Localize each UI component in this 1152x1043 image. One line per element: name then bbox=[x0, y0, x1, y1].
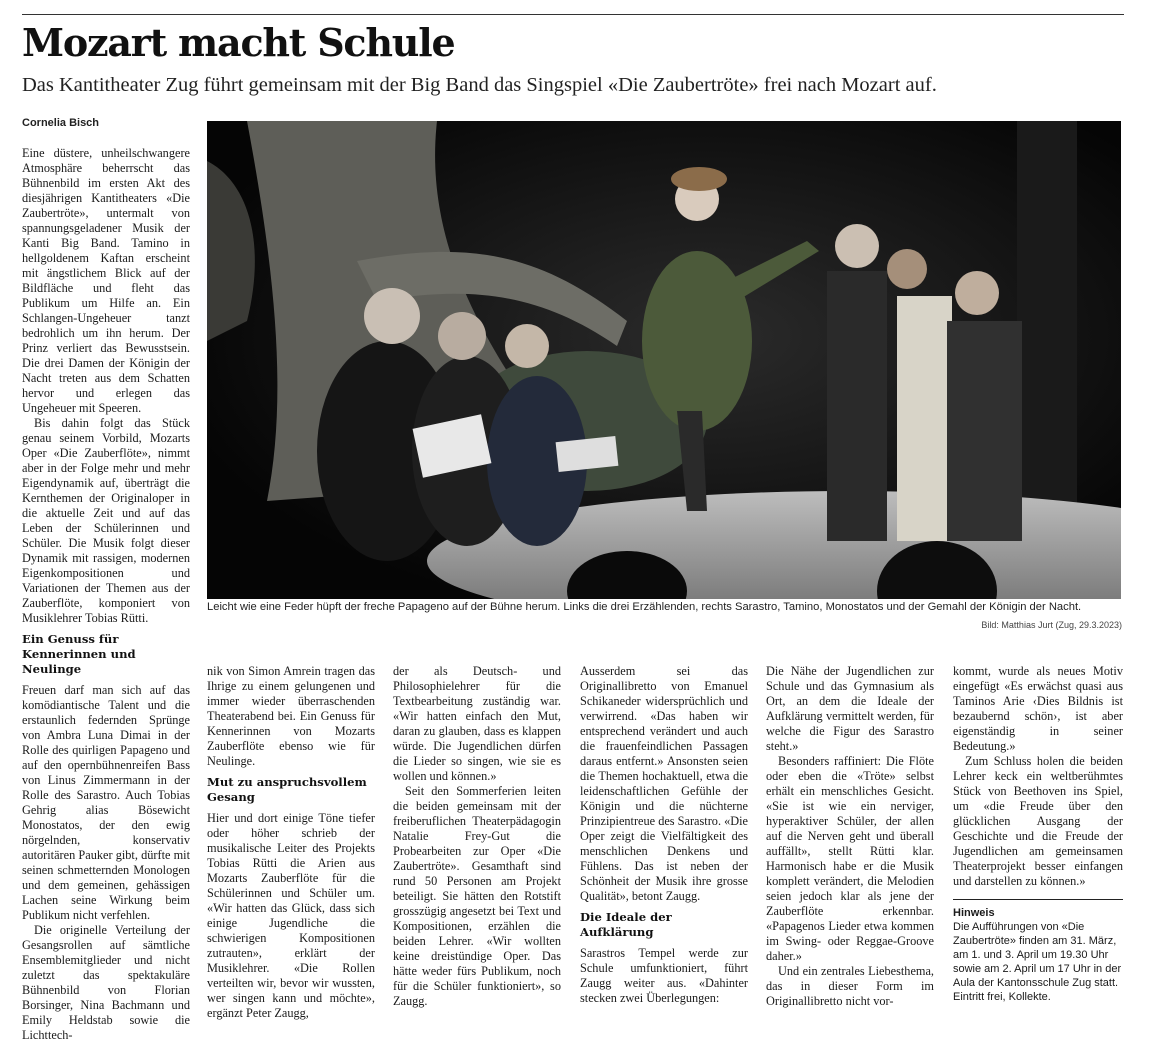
subheading: Die Ideale der Aufklärung bbox=[580, 910, 672, 939]
column-4 bbox=[580, 664, 748, 1006]
subheading: Ein Genuss für Kennerinnen und Neulinge bbox=[22, 632, 136, 676]
column-5 bbox=[766, 664, 934, 1009]
column-6 bbox=[953, 664, 1123, 889]
paragraph: nik von Simon Amrein tragen das Ihrige zu einem gelungenen und immer wieder überraschenden Theaterabend bei. Ein Genuss für Kennerinnen von Mozarts Zauberflöte ebenso wie für Neulinge. bbox=[207, 664, 375, 768]
paragraph: der als Deutsch- und Philosophielehrer für die Textbearbeitung zuständig war. «Wir hatten einfach den Mut, daran zu glauben, dass es klappen würde. Die Jugendlichen dürfen die Lieder so singen, wie sie es wollen und können.» bbox=[393, 664, 561, 783]
stage-photo-icon bbox=[207, 121, 1121, 599]
info-box-body: Die Aufführungen von «Die Zaubertröte» finden am 31. März, am 1. und 3. April um 19.30 Uhr sowie am 2. April um 17 Uhr in der Aula der Kantonsschule Zug statt. Eintritt frei, Kollekte. bbox=[953, 921, 1122, 1003]
paragraph: Ausserdem sei das Originallibretto von Emanuel Schikaneder widersprüchlich und verwirrend. «Das haben wir entsprechend verändert und auch die frauenfeindlichen Passagen daraus entfernt.» Ansonsten seien die Themen hochaktuell, etwa die leidenschaftlichen Gefühle der Königin und die nüchterne Prinzipientreue des Sarastro. «Die Oper zeigt die Vielfältigkeit des menschlichen Denkens und Fühlens. Das ist neben der Schönheit der Musik ihre grosse Qualität», betont Zaugg. bbox=[580, 664, 749, 903]
paragraph: Sarastros Tempel werde zur Schule umfunktioniert, führt Zaugg weiter aus. «Dahinter stecken zwei Überlegungen: bbox=[580, 946, 748, 1005]
top-rule bbox=[22, 14, 1124, 15]
paragraph: Die Nähe der Jugendlichen zur Schule und das Gymnasium als Ort, an dem die Ideale der Aufklärung vermittelt werden, für welche die Figur des Sarastro steht.» bbox=[766, 664, 934, 753]
info-box-title: Hinweis bbox=[953, 907, 995, 919]
paragraph: kommt, wurde als neues Motiv eingefügt «Es erwächst quasi aus Taminos Arie ‹Dies Bildnis ist bezaubernd schön›, ist aber eigenständig in seiner Bedeutung.» bbox=[953, 664, 1123, 753]
column-3 bbox=[393, 664, 561, 1009]
paragraph: Seit den Sommerferien leiten die beiden gemeinsam mit der freiberuflichen Theaterpädagogin Natalie Frey-Gut die Probearbeiten zur Oper «Die Zaubertröte». Gesamthaft sind rund 50 Personen am Projekt beteiligt. Sie hätten den Rotstift grosszügig angesetzt bei Text und Kompositionen, erzählen die beiden Lehrer. «Wir wollten keine dreistündige Oper. Das hätte weder fürs Publikum, noch für die Schüler funktioniert», so Zaugg. bbox=[393, 784, 561, 1008]
column-1 bbox=[22, 146, 190, 1043]
paragraph: Die originelle Verteilung der Gesangsrollen auf sämtliche Ensemblemitglieder und nicht zuletzt das spektakuläre Bühnenbild von Florian Borsinger, Nina Bachmann und Emily Heldstab sowie die Lichttech- bbox=[22, 923, 190, 1042]
headline: Mozart macht Schule bbox=[22, 20, 455, 65]
subheading: Mut zu anspruchsvollem Gesang bbox=[207, 775, 367, 804]
stage-photo bbox=[207, 121, 1121, 599]
paragraph: Besonders raffiniert: Die Flöte oder eben die «Tröte» selbst erhält ein menschliches Gesicht. «Sie ist wie ein nerviger, hyperaktiver Schüler, der allen auf die Nerven geht und überall auffällt», stellt Rütti klar. Harmonisch habe er die Musik komplett verändert, die Melodien seien jedoch klar als jene der Zauberflöte erkennbar. «Papagenos Lieder etwa kommen im Swing- oder Reggae-Groove daher.» bbox=[766, 754, 934, 963]
paragraph: Und ein zentrales Liebesthema, das in dieser Form im Originallibretto nicht vor- bbox=[766, 964, 934, 1008]
paragraph: Hier und dort einige Töne tiefer oder höher schrieb der musikalische Leiter des Projekts Tobias Rütti die Arien aus Mozarts Zauberflöte für die Schülerinnen und Schüler um. «Wir hatten das Glück, dass sich einige Jugendliche die schwierigen Kompositionen zutrauten», erklärt der Musiklehrer. «Die Rollen verteilten wir, bevor wir wussten, wer singen kann und möchte», ergänzt Peter Zaugg, bbox=[207, 811, 375, 1020]
lead-text: Das Kantitheater Zug führt gemeinsam mit der Big Band das Singspiel «Die Zaubertröte» frei nach Mozart auf. bbox=[22, 74, 937, 96]
author-byline: Cornelia Bisch bbox=[22, 117, 100, 129]
paragraph: Freuen darf man sich auf das komödiantische Talent und die erstaunlich federnden Sprünge von Ambra Luna Dimai in der Rolle des quirligen Papageno und auf den opernbühnenreifen Bass von Linus Zimmermann in der Rolle des Sarastro. Auch Tobias Gehrig alias Bösewicht Monostatos, der den ewig nörgelnden, konservativ autoritären Pauker gibt, dürfte mit seinen schmetternden Monologen und dem gemeinen, gehässigen Lachen seine Wirkung beim Publikum nicht verfehlen. bbox=[22, 683, 190, 922]
info-box bbox=[953, 899, 1123, 1004]
paragraph: Bis dahin folgt das Stück genau seinem Vorbild, Mozarts Oper «Die Zauberflöte», nimmt aber in der Folge mehr und mehr Eigendynamik auf, überträgt die Kernthemen der Originaloper in die aktuelle Zeit und auf das Leben der Schülerinnen und Schüler. Die Musik folgt dieser Dynamik mit rassigen, modernen Eigenkompositionen und Variationen der Themen aus der Zauberflöte, komponiert von Musiklehrer Tobias Rütti. bbox=[22, 416, 190, 625]
column-2 bbox=[207, 664, 375, 1021]
paragraph: Zum Schluss holen die beiden Lehrer keck ein weltberühmtes Stück von Beethoven ins Spiel, um «die Freude über den glücklichen Ausgang der Geschichte und die Freude der Jugendlichen am gemeinsamen Theaterprojekt besser einfangen und darstellen zu können.» bbox=[953, 754, 1123, 888]
photo-credit: Bild: Matthias Jurt (Zug, 29.3.2023) bbox=[981, 620, 1122, 630]
photo-caption: Leicht wie eine Feder hüpft der freche Papageno auf der Bühne herum. Links die drei Erzählenden, rechts Sarastro, Tamino, Monostatos und der Gemahl der Königin der Nacht. bbox=[207, 601, 1082, 613]
paragraph: Eine düstere, unheilschwangere Atmosphäre beherrscht das Bühnenbild im ersten Akt des diesjährigen Kantitheaters «Die Zaubertröte», untermalt von spannungsgeladener Musik der Kanti Big Band. Tamino in hellgoldenem Kaftan erscheint mit ängstlichem Blick auf der Bildfläche und fleht das Publikum um Hilfe an. Ein Schlangen-Ungeheuer tanzt bedrohlich um ihn herum. Der Prinz verliert das Bewusstsein. Die drei Damen der Königin der Nacht treten aus dem Schatten hervor und erlegen das Ungeheuer mit Speeren. bbox=[22, 146, 190, 415]
